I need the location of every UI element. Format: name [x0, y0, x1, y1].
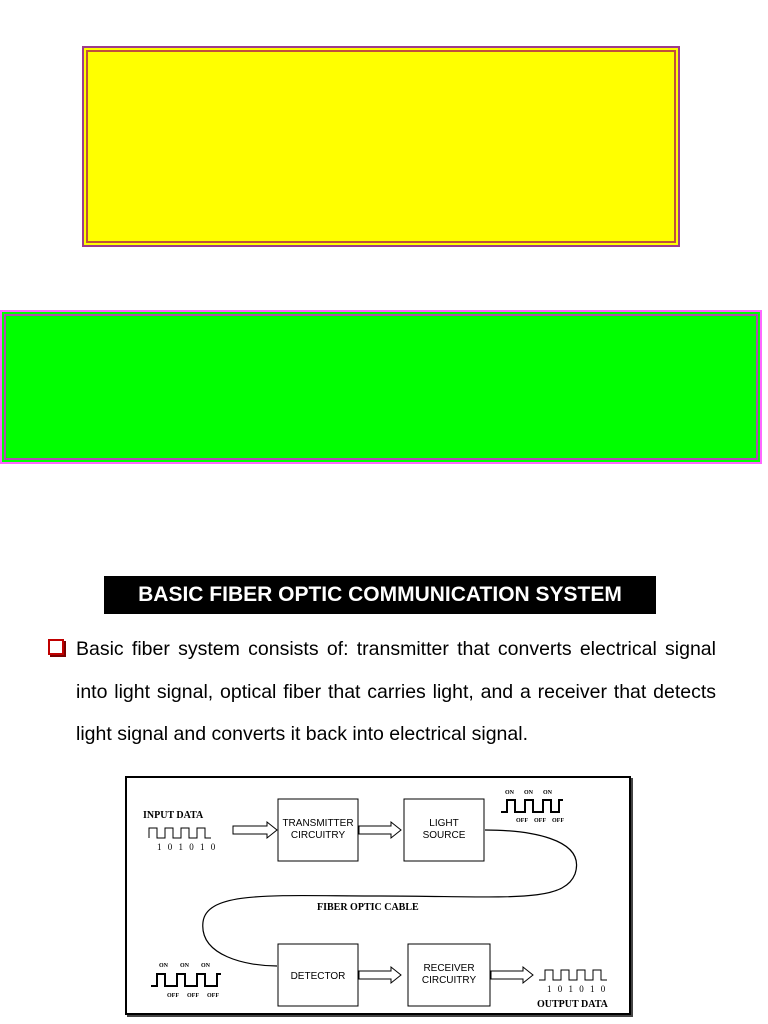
light-source-label-line2: SOURCE [422, 830, 466, 841]
output-waveform [539, 970, 607, 980]
input-waveform [149, 828, 211, 838]
receiver-label-line1: RECEIVER [423, 963, 475, 974]
input-data-label: INPUT DATA [143, 810, 204, 821]
bullet-text: Basic fiber system consists of: transmitter that converts electrical signal into light signal, optical fiber that carries light, and a receiver that detects light signal and converts it back into electrical signal. [76, 638, 716, 745]
arrow-transmitter-to-light [359, 822, 401, 838]
receiver-label-line2: CIRCUITRY [421, 975, 477, 986]
diagram-svg [127, 778, 629, 1013]
transmitter-label-line1: TRANSMITTER [282, 818, 354, 829]
fiber-cable-label: FIBER OPTIC CABLE [317, 902, 419, 913]
light-waveform [501, 800, 563, 812]
arrow-detector-to-receiver [359, 967, 401, 983]
off-label-5: OFF [187, 993, 199, 999]
output-bits: 1 0 1 0 1 0 [547, 984, 608, 994]
light-source-label-line1: LIGHT [429, 818, 459, 829]
on-label-2: ON [524, 790, 533, 796]
on-label-1: ON [505, 790, 514, 796]
on-label-5: ON [180, 963, 189, 969]
yellow-title-box [82, 46, 680, 247]
checkbox-bullet-icon [48, 639, 64, 655]
on-label-6: ON [201, 963, 210, 969]
on-label-3: ON [543, 790, 552, 796]
off-label-2: OFF [534, 818, 546, 824]
output-data-label: OUTPUT DATA [537, 999, 608, 1010]
arrow-receiver-to-output [491, 967, 533, 983]
green-title-box [0, 310, 762, 464]
detector-label: DETECTOR [290, 971, 346, 982]
off-label-4: OFF [167, 993, 179, 999]
arrow-input-to-transmitter [233, 822, 277, 838]
detector-waveform [151, 974, 221, 986]
section-heading: BASIC FIBER OPTIC COMMUNICATION SYSTEM [104, 576, 656, 614]
on-label-4: ON [159, 963, 168, 969]
off-label-3: OFF [552, 818, 564, 824]
fiber-optic-diagram [125, 776, 631, 1015]
transmitter-label-line2: CIRCUITRY [290, 830, 346, 841]
off-label-6: OFF [207, 993, 219, 999]
off-label-1: OFF [516, 818, 528, 824]
fiber-cable-curve [203, 830, 577, 966]
input-bits: 1 0 1 0 1 0 [157, 842, 218, 852]
